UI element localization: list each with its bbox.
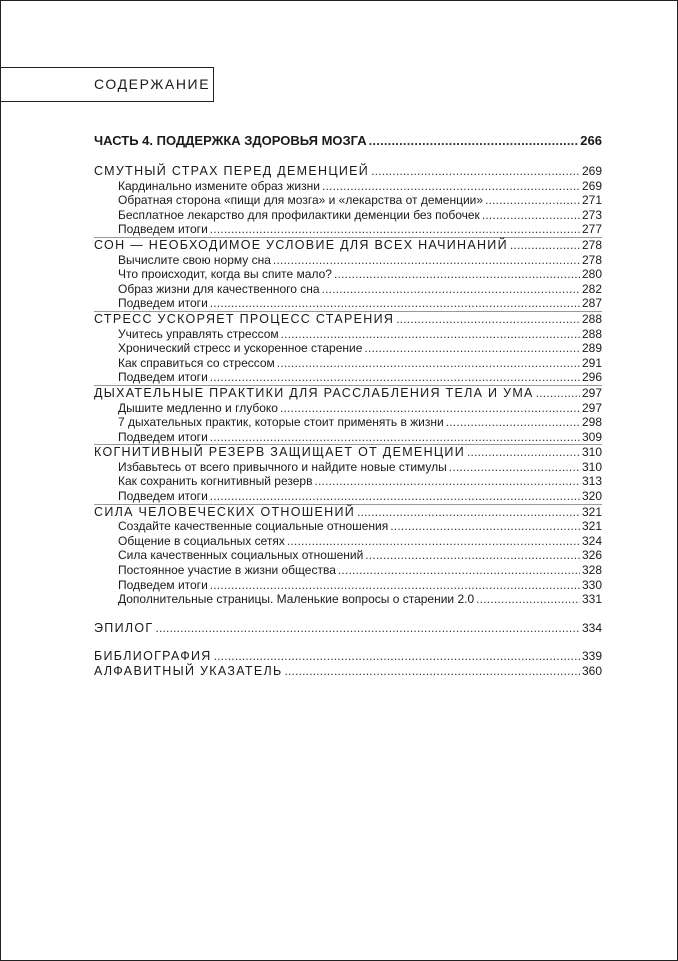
toc-section-entry[interactable] <box>94 193 602 208</box>
chapter-block <box>94 386 602 445</box>
bibliography-title: БИБЛИОГРАФИЯ <box>94 649 212 664</box>
toc-section-entry[interactable] <box>94 222 602 237</box>
dot-leader <box>449 460 580 475</box>
toc-chapter-entry[interactable] <box>94 386 602 401</box>
toc-chapter-entry-title: СИЛА ЧЕЛОВЕЧЕСКИХ ОТНОШЕНИЙ <box>94 504 356 519</box>
toc-section-entry-page-number: 296 <box>581 370 602 385</box>
toc-section-entry-page-number: 320 <box>581 489 602 504</box>
toc-chapter-entry[interactable] <box>94 312 602 327</box>
dot-leader <box>338 563 580 578</box>
epilogue-page-number: 334 <box>581 620 602 635</box>
toc-section-entry-page-number: 298 <box>581 415 602 430</box>
toc-section-entry-title: Как сохранить когнитивный резерв <box>118 474 313 489</box>
dot-leader <box>214 649 580 664</box>
dot-leader <box>357 505 580 520</box>
dot-leader <box>210 578 580 593</box>
toc-section-entry-title: Подведем итоги <box>118 222 208 237</box>
toc-part-entry[interactable] <box>94 132 602 150</box>
toc-section-entry-title: Подведем итоги <box>118 489 208 504</box>
toc-section-entry-page-number: 271 <box>581 193 602 208</box>
toc-section-entry-page-number: 330 <box>581 577 602 592</box>
toc-section-entry[interactable] <box>94 267 602 282</box>
table-of-contents <box>94 132 602 679</box>
toc-section-entry-title: Постоянное участие в жизни общества <box>118 563 336 578</box>
toc-chapter-entry-title: ДЫХАТЕЛЬНЫЕ ПРАКТИКИ ДЛЯ РАССЛАБЛЕНИЯ ТЕЛА И УМА <box>94 385 534 400</box>
toc-section-entry-page-number: 277 <box>581 222 602 237</box>
toc-section-entry[interactable] <box>94 179 602 194</box>
dot-leader <box>155 621 580 636</box>
toc-section-entry-title: Образ жизни для качественного сна <box>118 281 320 296</box>
toc-section-entry-title: Обратная сторона «пищи для мозга» и «лекарства от деменции» <box>118 193 484 208</box>
toc-section-entry-title: Что происходит, когда вы спите мало? <box>118 267 332 282</box>
toc-section-entry[interactable] <box>94 592 602 607</box>
dot-leader <box>369 132 579 150</box>
toc-chapter-entry-page-number: 297 <box>581 385 602 400</box>
toc-section-entry[interactable] <box>94 341 602 356</box>
part-title: ЧАСТЬ 4. ПОДДЕРЖКА ЗДОРОВЬЯ МОЗГА <box>94 133 367 148</box>
dot-leader <box>536 386 580 401</box>
toc-section-entry[interactable] <box>94 489 602 504</box>
toc-section-entry[interactable] <box>94 208 602 223</box>
toc-section-entry-page-number: 309 <box>581 429 602 444</box>
toc-chapter-entry-page-number: 269 <box>581 164 602 178</box>
toc-chapter-entry[interactable] <box>94 164 602 179</box>
dot-leader <box>371 164 580 179</box>
chapter-block <box>94 445 602 504</box>
toc-section-entry-title: Дополнительные страницы. Маленькие вопросы о старении 2.0 <box>118 592 475 607</box>
toc-section-entry-title: Вычислите свою норму сна <box>118 252 271 267</box>
dot-leader <box>396 312 580 327</box>
chapter-block <box>94 164 602 238</box>
toc-section-entry-page-number: 269 <box>581 178 602 193</box>
dot-leader <box>322 179 580 194</box>
toc-chapter-entry-page-number: 278 <box>581 237 602 252</box>
dot-leader <box>210 489 580 504</box>
dot-leader <box>390 519 580 534</box>
toc-section-entry-title: Общение в социальных сетях <box>118 533 285 548</box>
toc-section-entry[interactable] <box>94 519 602 534</box>
toc-chapter-entry-page-number: 288 <box>581 311 602 326</box>
toc-chapter-entry[interactable] <box>94 505 602 520</box>
toc-section-entry-title: Избавьтесь от всего привычного и найдите новые стимулы <box>118 459 447 474</box>
dot-leader <box>277 356 580 371</box>
toc-section-entry-page-number: 326 <box>581 548 602 563</box>
toc-section-entry-page-number: 324 <box>581 533 602 548</box>
toc-section-entry[interactable] <box>94 282 602 297</box>
toc-section-entry[interactable] <box>94 548 602 563</box>
toc-section-entry[interactable] <box>94 401 602 416</box>
toc-section-entry-title: 7 дыхательных практик, которые стоит применять в жизни <box>118 415 444 430</box>
dot-leader <box>467 445 580 460</box>
dot-leader <box>446 415 580 430</box>
dot-leader <box>510 238 580 253</box>
toc-section-entry[interactable] <box>94 296 602 311</box>
page-title: СОДЕРЖАНИЕ <box>94 76 211 92</box>
dot-leader <box>210 430 580 445</box>
dot-leader <box>485 193 580 208</box>
toc-section-entry-page-number: 321 <box>581 519 602 534</box>
toc-chapter-entry-page-number: 310 <box>581 445 602 460</box>
toc-chapter-entry-title: СТРЕСС УСКОРЯЕТ ПРОЦЕСС СТАРЕНИЯ <box>94 311 395 326</box>
toc-section-entry-page-number: 273 <box>581 207 602 222</box>
toc-section-entry-page-number: 297 <box>581 400 602 415</box>
dot-leader <box>281 327 580 342</box>
toc-epilogue-entry[interactable] <box>94 621 602 636</box>
dot-leader <box>364 341 580 356</box>
toc-section-entry[interactable] <box>94 563 602 578</box>
toc-section-entry-page-number: 289 <box>581 341 602 356</box>
dot-leader <box>334 267 580 282</box>
dot-leader <box>365 548 580 563</box>
toc-section-entry-title: Создайте качественные социальные отношения <box>118 519 389 534</box>
toc-section-entry[interactable] <box>94 430 602 445</box>
index-page-number: 360 <box>581 664 602 678</box>
toc-section-entry-title: Хронический стресс и ускоренное старение <box>118 341 363 356</box>
toc-section-entry-title: Кардинально измените образ жизни <box>118 178 320 193</box>
index-title: АЛФАВИТНЫЙ УКАЗАТЕЛЬ <box>94 664 283 678</box>
toc-section-entry[interactable] <box>94 253 602 268</box>
dot-leader <box>273 253 580 268</box>
dot-leader <box>210 222 580 237</box>
toc-section-entry-title: Как справиться со стрессом <box>118 355 275 370</box>
toc-chapter-entry-page-number: 321 <box>581 504 602 519</box>
toc-section-entry-page-number: 310 <box>581 459 602 474</box>
part-page-number: 266 <box>580 133 602 148</box>
toc-bibliography-entry[interactable] <box>94 649 602 664</box>
dot-leader <box>280 401 580 416</box>
epilogue-title: ЭПИЛОГ <box>94 620 154 635</box>
toc-section-entry-title: Дышите медленно и глубоко <box>118 400 278 415</box>
toc-section-entry-title: Подведем итоги <box>118 577 208 592</box>
chapter-list <box>94 164 602 607</box>
bibliography-page-number: 339 <box>581 649 602 664</box>
dot-leader <box>314 474 579 489</box>
toc-section-entry[interactable] <box>94 370 602 385</box>
dot-leader <box>284 664 580 679</box>
chapter-block <box>94 238 602 312</box>
toc-section-entry-page-number: 288 <box>581 326 602 341</box>
dot-leader <box>287 534 580 549</box>
dot-leader <box>476 592 580 607</box>
dot-leader <box>322 282 580 297</box>
toc-section-entry-title: Подведем итоги <box>118 429 208 444</box>
toc-section-entry[interactable] <box>94 356 602 371</box>
toc-chapter-entry-title: СМУТНЫЙ СТРАХ ПЕРЕД ДЕМЕНЦИЕЙ <box>94 164 370 178</box>
dot-leader <box>210 370 580 385</box>
toc-chapter-entry[interactable] <box>94 445 602 460</box>
toc-section-entry-page-number: 328 <box>581 563 602 578</box>
toc-section-entry-title: Бесплатное лекарство для профилактики деменции без побочек <box>118 207 480 222</box>
toc-section-entry-page-number: 280 <box>581 267 602 282</box>
toc-section-entry-title: Сила качественных социальных отношений <box>118 548 364 563</box>
toc-section-entry-page-number: 331 <box>581 592 602 607</box>
toc-section-entry-page-number: 291 <box>581 355 602 370</box>
toc-section-entry-page-number: 282 <box>581 281 602 296</box>
chapter-block <box>94 312 602 386</box>
toc-section-entry[interactable] <box>94 460 602 475</box>
toc-section-entry-title: Подведем итоги <box>118 370 208 385</box>
toc-chapter-entry[interactable] <box>94 238 602 253</box>
toc-section-entry-page-number: 278 <box>581 252 602 267</box>
dot-leader <box>210 296 580 311</box>
toc-section-entry-page-number: 313 <box>581 474 602 489</box>
toc-section-entry-page-number: 287 <box>581 296 602 311</box>
toc-section-entry[interactable] <box>94 327 602 342</box>
dot-leader <box>482 208 580 223</box>
toc-index-entry[interactable] <box>94 664 602 679</box>
chapter-block <box>94 505 602 607</box>
toc-section-entry[interactable] <box>94 415 602 430</box>
toc-section-entry[interactable] <box>94 578 602 593</box>
toc-section-entry[interactable] <box>94 534 602 549</box>
toc-chapter-entry-title: КОГНИТИВНЫЙ РЕЗЕРВ ЗАЩИЩАЕТ ОТ ДЕМЕНЦИИ <box>94 445 466 460</box>
toc-section-entry[interactable] <box>94 474 602 489</box>
toc-section-entry-title: Учитесь управлять стрессом <box>118 326 279 341</box>
toc-section-entry-title: Подведем итоги <box>118 296 208 311</box>
toc-chapter-entry-title: СОН — НЕОБХОДИМОЕ УСЛОВИЕ ДЛЯ ВСЕХ НАЧИНАНИЙ <box>94 237 508 252</box>
